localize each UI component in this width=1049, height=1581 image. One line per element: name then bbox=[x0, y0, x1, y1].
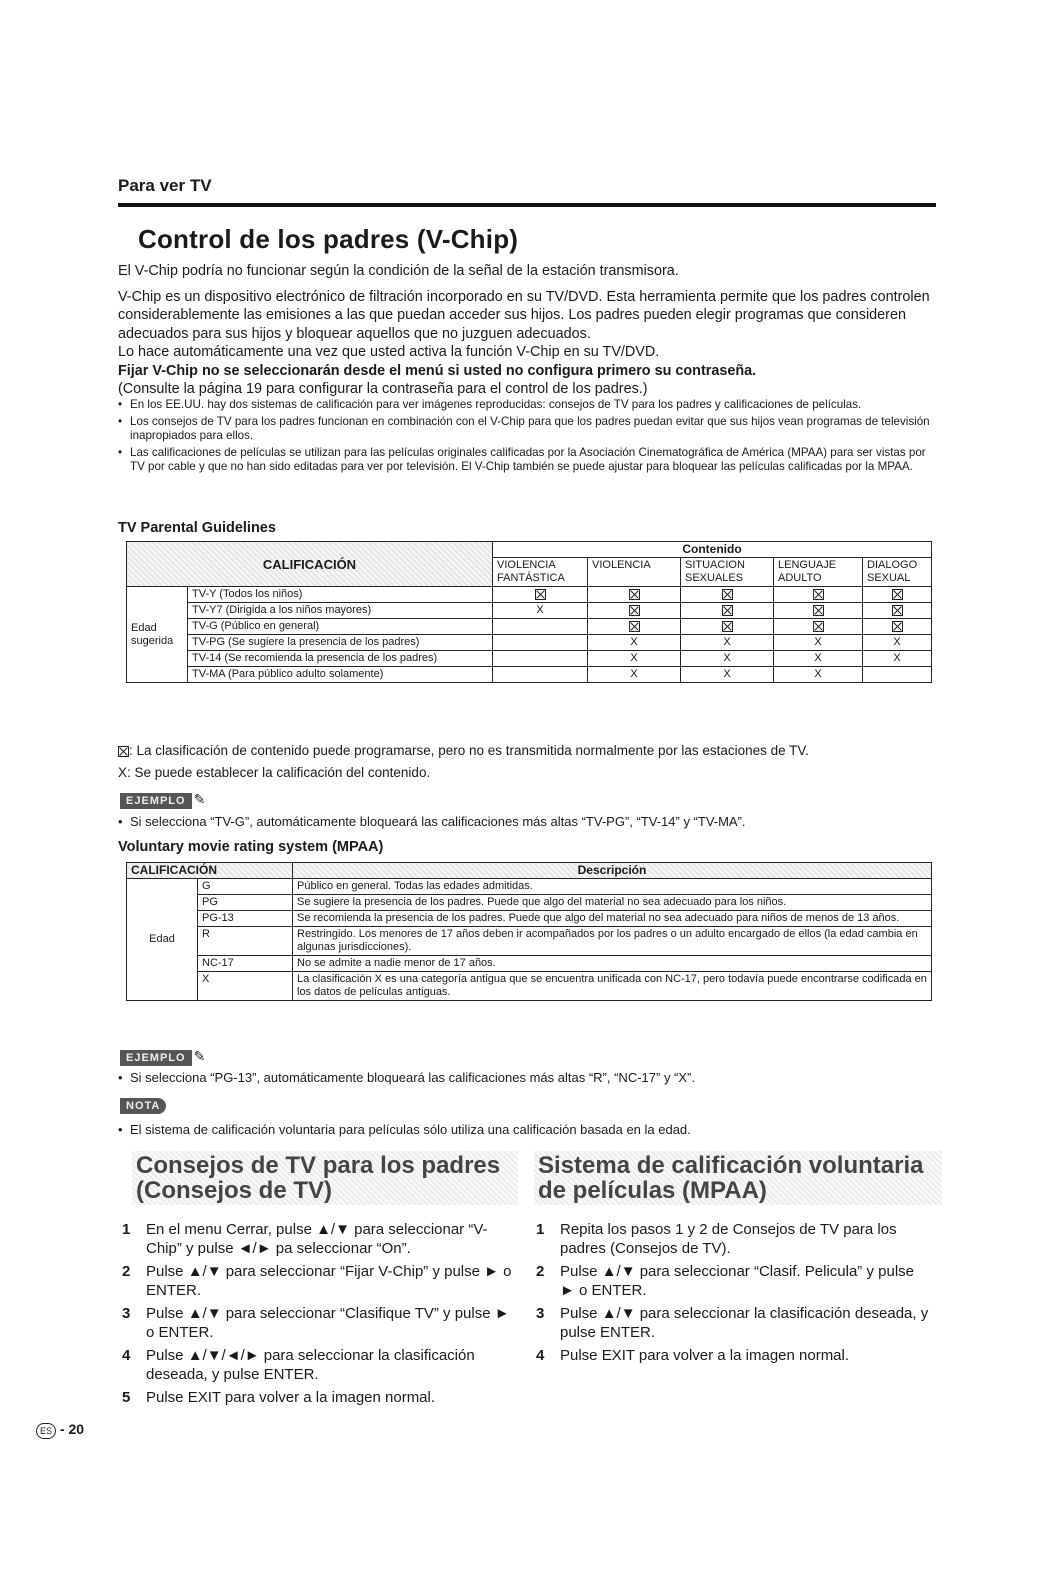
example-tag: EJEMPLO bbox=[120, 793, 192, 809]
table-row bbox=[127, 667, 932, 683]
step-number: 3 bbox=[536, 1305, 545, 1322]
example-badge bbox=[120, 791, 205, 809]
blocked-mark-icon bbox=[722, 589, 733, 600]
example-tag: EJEMPLO bbox=[120, 1050, 192, 1066]
mpaa-section-title bbox=[534, 1151, 942, 1205]
rating-desc: La clasificación X es una categoría antigua que se encuentra unificada con NC-17, pero todavía puede encontrarse codificada en los datos de películas antiguas. bbox=[293, 972, 932, 1001]
table-cell: X bbox=[681, 651, 774, 667]
step-number: 1 bbox=[122, 1221, 131, 1238]
table-cell: X bbox=[863, 651, 932, 667]
blocked-mark-icon bbox=[118, 746, 129, 757]
step-text: Pulse EXIT para volver a la imagen normal. bbox=[146, 1389, 436, 1406]
table-cell bbox=[681, 603, 774, 619]
page-number bbox=[36, 1421, 84, 1439]
table-row bbox=[127, 972, 932, 1001]
header-descripcion: Descripción bbox=[293, 863, 932, 879]
step-text: Repita los pasos 1 y 2 de Consejos de TV para los padres (Consejos de TV). bbox=[560, 1221, 897, 1257]
rating-name: TV-Y7 (Dirigida a los niños mayores) bbox=[188, 603, 493, 619]
step-item bbox=[532, 1220, 932, 1258]
list-item: • El sistema de calificación voluntaria para películas sólo utiliza una calificación basada en la edad. bbox=[118, 1122, 938, 1138]
step-text: En el menu Cerrar, pulse ▲/▼ para seleccionar “V-Chip” y pulse ◄/► pa seleccionar “On”. bbox=[146, 1221, 488, 1257]
blocked-mark-icon bbox=[629, 605, 640, 616]
intro-block bbox=[118, 262, 938, 399]
blocked-mark-icon bbox=[892, 605, 903, 616]
table-cell bbox=[588, 587, 681, 603]
rating-code: PG bbox=[198, 895, 293, 911]
table-cell: X bbox=[774, 651, 863, 667]
table-cell: X bbox=[493, 603, 588, 619]
intro-paragraph: V-Chip es un dispositivo electrónico de filtración incorporado en su TV/DVD. Esta herramienta permite que los padres controlen considerablemente las emisiones a las que puedan acceder sus hijos. Los padres pueden elegir programas que consideren adecuados para sus hijos y bloquear aquellos que no juzguen adecuados. bbox=[118, 288, 930, 342]
table-cell bbox=[863, 587, 932, 603]
step-number: 2 bbox=[122, 1263, 131, 1280]
example-text bbox=[118, 1070, 938, 1088]
table-cell bbox=[774, 619, 863, 635]
rating-name: TV-G (Público en general) bbox=[188, 619, 493, 635]
header-rule bbox=[118, 203, 936, 207]
rating-name: TV-14 (Se recomienda la presencia de los padres) bbox=[188, 651, 493, 667]
intro-line: Lo hace automáticamente una vez que usted activa la función V-Chip en su TV/DVD. bbox=[118, 344, 660, 360]
rating-name: TV-MA (Para público adulto solamente) bbox=[188, 667, 493, 683]
table-cell bbox=[493, 587, 588, 603]
table-cell: X bbox=[774, 667, 863, 683]
blocked-mark-icon bbox=[813, 605, 824, 616]
list-item: • Si selecciona “PG-13”, automáticamente bloqueará las calificaciones más altas “R”, “NC-17” y “X”. bbox=[118, 1070, 938, 1086]
section-label: Para ver TV bbox=[118, 176, 212, 195]
warning-text: Fijar V-Chip no se seleccionarán desde el menú si usted no configura primero su contraseña. bbox=[118, 362, 757, 379]
rating-desc: Se recomienda la presencia de los padres. Puede que algo del material no sea adecuado para niños de menos de 13 años. bbox=[293, 911, 932, 927]
step-item bbox=[532, 1262, 932, 1300]
step-number: 4 bbox=[536, 1347, 545, 1364]
consult-text: (Consulte la página 19 para configurar la contraseña para el control de los padres.) bbox=[118, 381, 648, 397]
table-row bbox=[127, 879, 932, 895]
blocked-mark-icon bbox=[892, 621, 903, 632]
step-text: Pulse EXIT para volver a la imagen normal. bbox=[560, 1347, 850, 1364]
column-header: VIOLENCIA bbox=[588, 558, 681, 587]
table-cell: X bbox=[588, 667, 681, 683]
rating-code: X bbox=[198, 972, 293, 1001]
header-calificacion: CALIFICACIÓN bbox=[127, 542, 493, 587]
rating-code: G bbox=[198, 879, 293, 895]
tv-parental-section-title bbox=[132, 1151, 518, 1205]
table-cell bbox=[493, 619, 588, 635]
table-cell: X bbox=[774, 635, 863, 651]
table-cell: X bbox=[681, 667, 774, 683]
header-contenido: Contenido bbox=[493, 542, 932, 558]
page-title: Control de los padres (V-Chip) bbox=[138, 224, 519, 254]
step-item bbox=[118, 1346, 518, 1384]
rating-desc: Se sugiere la presencia de los padres. Puede que algo del material no sea adecuado para los niños. bbox=[293, 895, 932, 911]
table-cell bbox=[863, 619, 932, 635]
blocked-mark-icon bbox=[629, 589, 640, 600]
rating-name: TV-Y (Todos los niños) bbox=[188, 587, 493, 603]
blocked-mark-icon bbox=[535, 589, 546, 600]
table-cell bbox=[588, 603, 681, 619]
blocked-mark-icon bbox=[629, 621, 640, 632]
note-m-text: La clasificación de contenido puede programarse, pero no es transmitida normalmente por las estaciones de TV. bbox=[136, 743, 809, 758]
step-number: 4 bbox=[122, 1347, 131, 1364]
table-row bbox=[127, 927, 932, 956]
nota-text bbox=[118, 1122, 938, 1140]
step-item bbox=[118, 1220, 518, 1258]
step-item bbox=[532, 1346, 932, 1365]
column-header: LENGUAJE ADULTO bbox=[774, 558, 863, 587]
section-title-line: Consejos de TV para los padres bbox=[136, 1152, 501, 1179]
step-item bbox=[532, 1304, 932, 1342]
mpaa-steps bbox=[532, 1220, 932, 1369]
table-row bbox=[127, 603, 932, 619]
note-x: X: Se puede establecer la calificación del contenido. bbox=[118, 765, 431, 780]
step-text: Pulse ▲/▼/◄/► para seleccionar la clasificación deseada, y pulse ENTER. bbox=[146, 1347, 475, 1383]
table-cell: X bbox=[681, 635, 774, 651]
group-label: Edad sugerida bbox=[127, 587, 188, 683]
step-number: 2 bbox=[536, 1263, 545, 1280]
tv-parental-steps bbox=[118, 1220, 518, 1411]
bullet-list bbox=[118, 398, 938, 477]
list-item: • Las calificaciones de películas se utilizan para las películas originales calificadas por la Asociación Cinematográfica de América (MPAA) para ser vistas por TV por cable y que no han sido editadas para ver por televisión. El V-Chip también se puede ajustar para bloquear las películas calificadas por la MPAA. bbox=[118, 446, 938, 475]
table-row bbox=[127, 895, 932, 911]
column-header: SITUACION SEXUALES bbox=[681, 558, 774, 587]
tv-guidelines-heading: TV Parental Guidelines bbox=[118, 520, 276, 536]
section-title-line: Sistema de calificación voluntaria bbox=[538, 1152, 924, 1179]
table-row bbox=[127, 587, 932, 603]
rating-code: R bbox=[198, 927, 293, 956]
column-header: VIOLENCIA FANTÁSTICA bbox=[493, 558, 588, 587]
table-cell bbox=[493, 651, 588, 667]
nota-badge bbox=[120, 1096, 166, 1114]
pencil-icon: ✎ bbox=[193, 1048, 206, 1065]
page-number-text: - 20 bbox=[59, 1421, 85, 1437]
blocked-mark-icon bbox=[813, 589, 824, 600]
table-cell bbox=[863, 603, 932, 619]
mpaa-heading: Voluntary movie rating system (MPAA) bbox=[118, 839, 384, 855]
list-item: • Si selecciona “TV-G”, automáticamente bloqueará las calificaciones más altas “TV-PG”, “TV-14” y “TV-MA”. bbox=[118, 814, 938, 830]
blocked-mark-icon bbox=[892, 589, 903, 600]
nota-tag: NOTA bbox=[120, 1098, 166, 1114]
table-cell bbox=[681, 619, 774, 635]
table-row bbox=[127, 911, 932, 927]
table-cell bbox=[774, 587, 863, 603]
rating-desc: Público en general. Todas las edades admitidas. bbox=[293, 879, 932, 895]
step-item bbox=[118, 1388, 518, 1407]
step-number: 5 bbox=[122, 1389, 131, 1406]
step-number: 3 bbox=[122, 1305, 131, 1322]
table-cell bbox=[863, 667, 932, 683]
tv-guidelines-table bbox=[126, 541, 932, 683]
pencil-icon: ✎ bbox=[193, 791, 206, 808]
intro-line: El V-Chip podría no funcionar según la condición de la señal de la estación transmisora. bbox=[118, 263, 679, 279]
step-item bbox=[118, 1262, 518, 1300]
list-item: • Los consejos de TV para los padres funcionan en combinación con el V-Chip para que los padres puedan evitar que sus hijos vean programas de televisión inapropiados para ellos. bbox=[118, 415, 938, 444]
table-row bbox=[127, 651, 932, 667]
step-text: Pulse ▲/▼ para seleccionar “Clasif. Pelicula” y pulse ► o ENTER. bbox=[560, 1263, 915, 1299]
list-item: • En los EE.UU. hay dos sistemas de calificación para ver imágenes reproducidas: consejos de TV para los padres y calificaciones de películas. bbox=[118, 398, 938, 413]
header-calificacion: CALIFICACIÓN bbox=[127, 863, 293, 879]
example-badge bbox=[120, 1048, 205, 1066]
language-badge: ES bbox=[36, 1423, 56, 1439]
section-title-line: (Consejos de TV) bbox=[136, 1177, 333, 1204]
table-row bbox=[127, 619, 932, 635]
section-title-line: de películas (MPAA) bbox=[538, 1177, 767, 1204]
table-row bbox=[127, 956, 932, 972]
rating-desc: No se admite a nadie menor de 17 años. bbox=[293, 956, 932, 972]
step-text: Pulse ▲/▼ para seleccionar la clasificación deseada, y pulse ENTER. bbox=[560, 1305, 929, 1341]
table-cell bbox=[681, 587, 774, 603]
blocked-mark-icon bbox=[722, 621, 733, 632]
rating-name: TV-PG (Se sugiere la presencia de los padres) bbox=[188, 635, 493, 651]
table-cell: X bbox=[588, 651, 681, 667]
step-number: 1 bbox=[536, 1221, 545, 1238]
rating-code: PG-13 bbox=[198, 911, 293, 927]
step-text: Pulse ▲/▼ para seleccionar “Clasifique TV” y pulse ► o ENTER. bbox=[146, 1305, 510, 1341]
step-text: Pulse ▲/▼ para seleccionar “Fijar V-Chip” y pulse ► o ENTER. bbox=[146, 1263, 512, 1299]
table-row bbox=[127, 635, 932, 651]
blocked-mark-icon bbox=[722, 605, 733, 616]
group-label: Edad bbox=[127, 879, 198, 1001]
rating-code: NC-17 bbox=[198, 956, 293, 972]
table-cell: X bbox=[588, 635, 681, 651]
table-cell bbox=[493, 635, 588, 651]
example-text bbox=[118, 814, 938, 832]
note-m: : La clasificación de contenido puede programarse, pero no es transmitida normalmente por las estaciones de TV. bbox=[118, 742, 809, 761]
step-item bbox=[118, 1304, 518, 1342]
blocked-mark-icon bbox=[813, 621, 824, 632]
table-cell bbox=[774, 603, 863, 619]
table-cell: X bbox=[863, 635, 932, 651]
rating-desc: Restringido. Los menores de 17 años deben ir acompañados por los padres o un adulto encargado de ellos (la edad cambia en algunas jurisdicciones). bbox=[293, 927, 932, 956]
column-header: DIALOGO SEXUAL bbox=[863, 558, 932, 587]
table-cell bbox=[493, 667, 588, 683]
mpaa-table bbox=[126, 862, 932, 1001]
table-cell bbox=[588, 619, 681, 635]
